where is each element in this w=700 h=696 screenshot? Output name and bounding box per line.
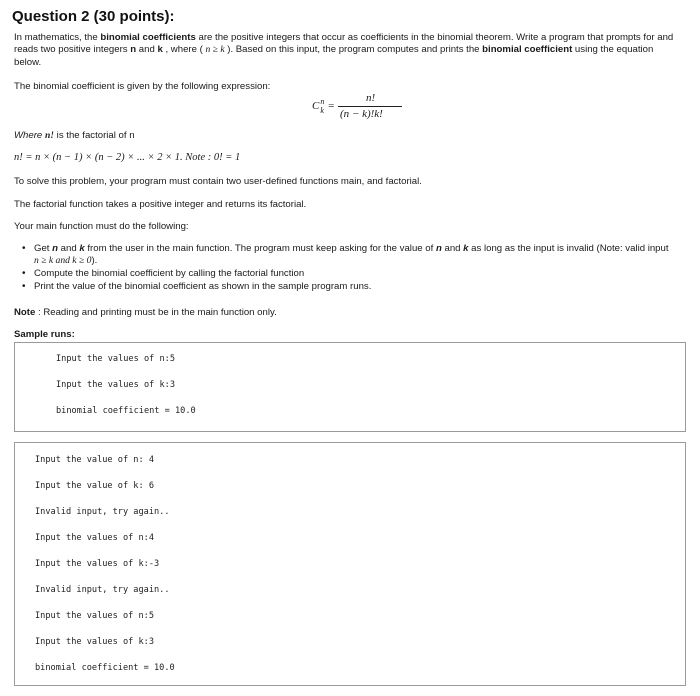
console-line: Invalid input, try again..	[35, 585, 170, 595]
console-line: Input the values of n:4	[35, 533, 154, 543]
sample-run-1	[14, 342, 686, 432]
note-label: Note	[14, 307, 36, 318]
note-text: : Reading and printing must be in the main function only.	[35, 307, 277, 318]
console-line: binomial coefficient = 10.0	[35, 663, 175, 673]
formula-numerator: n!	[366, 92, 376, 104]
bullet-text: Get	[34, 243, 53, 254]
sample-run-2	[14, 442, 686, 686]
formula-lhs	[312, 97, 335, 115]
intro-text: using the equation below.	[14, 44, 654, 68]
bullet-text: and	[58, 243, 80, 254]
intro-text: In mathematics, the	[14, 32, 101, 43]
formula-equals: =	[325, 100, 335, 112]
bullet-icon: •	[22, 268, 26, 279]
requirements-list	[18, 243, 678, 294]
list-item	[18, 281, 678, 293]
bullet-k: k	[463, 243, 469, 254]
bullet-k: k	[79, 243, 85, 254]
bullet-icon: •	[22, 281, 26, 292]
intro-paragraph	[14, 32, 682, 69]
intro-text: are the positive integers that occur as coefficients in the binomial theorem. Write a program that prompts for and reads two positive integers	[14, 32, 674, 56]
formula-fraction-bar	[338, 106, 402, 107]
console-line: Input the values of k:3	[35, 637, 154, 647]
bullet-n: n	[52, 243, 59, 254]
note-line	[14, 307, 682, 319]
formula-intro: The binomial coefficient is given by the following expression:	[14, 81, 271, 92]
bullet-n: n	[435, 243, 442, 254]
intro-bold-n: n	[130, 44, 137, 56]
console-line: Input the values of n:5	[56, 354, 175, 364]
formula-c: C	[312, 100, 320, 112]
list-item	[18, 243, 678, 267]
where-text: is the factorial of n	[54, 130, 135, 141]
console-line: Input the values of k:-3	[35, 559, 160, 569]
sample-runs-label: Sample runs:	[14, 329, 75, 340]
intro-text: ). Based on this input, the program computes and prints the	[224, 44, 483, 56]
console-line: Input the value of n: 4	[35, 455, 154, 465]
console-line: Input the values of n:5	[35, 611, 154, 621]
formula-sup: n	[320, 97, 325, 106]
bullet-text: from the user in the main function. The program must keep asking for the value of	[84, 243, 436, 254]
intro-bold-binomial-coefficient: binomial coefficient	[482, 44, 573, 56]
bullet-text: Print the value of the binomial coefficient as shown in the sample program runs.	[34, 281, 372, 292]
factorial-definition: n! = n × (n − 1) × (n − 2) × ... × 2 × 1. Note : 0! = 1	[14, 152, 241, 163]
main-function-text: Your main function must do the following:	[14, 221, 189, 232]
where-text: Where	[14, 130, 45, 141]
intro-bold-binomial-coefficients: binomial coefficients	[100, 32, 196, 43]
question-title: Question 2 (30 points):	[12, 8, 175, 25]
list-item	[18, 268, 678, 280]
bullet-text: and	[441, 243, 464, 254]
intro-text: , where (	[162, 44, 206, 56]
bullet-text: as long as the input is invalid (Note: valid input	[468, 243, 669, 254]
factorial-where	[14, 130, 682, 142]
bullet-text: ).	[91, 255, 98, 266]
console-line: Input the values of k:3	[56, 380, 175, 390]
formula-denominator: (n − k)!k!	[340, 108, 383, 120]
solve-text: To solve this problem, your program must contain two user-defined functions main, and factorial.	[14, 176, 422, 187]
intro-text: and	[136, 44, 158, 56]
intro-condition: n ≥ k	[205, 44, 225, 56]
bullet-text: Compute the binomial coefficient by calling the factorial function	[34, 268, 305, 279]
console-line: Input the value of k: 6	[35, 481, 154, 491]
bullet-condition: n ≥ k and k ≥ 0	[34, 255, 92, 266]
factorial-symbol: n!	[44, 130, 55, 141]
bullet-icon: •	[22, 243, 26, 254]
formula-sub: k	[320, 106, 324, 115]
console-line: binomial coefficient = 10.0	[56, 406, 196, 416]
console-line: Invalid input, try again..	[35, 507, 170, 517]
factorial-function-text: The factorial function takes a positive integer and returns its factorial.	[14, 199, 307, 210]
intro-bold-k: k	[157, 44, 163, 56]
